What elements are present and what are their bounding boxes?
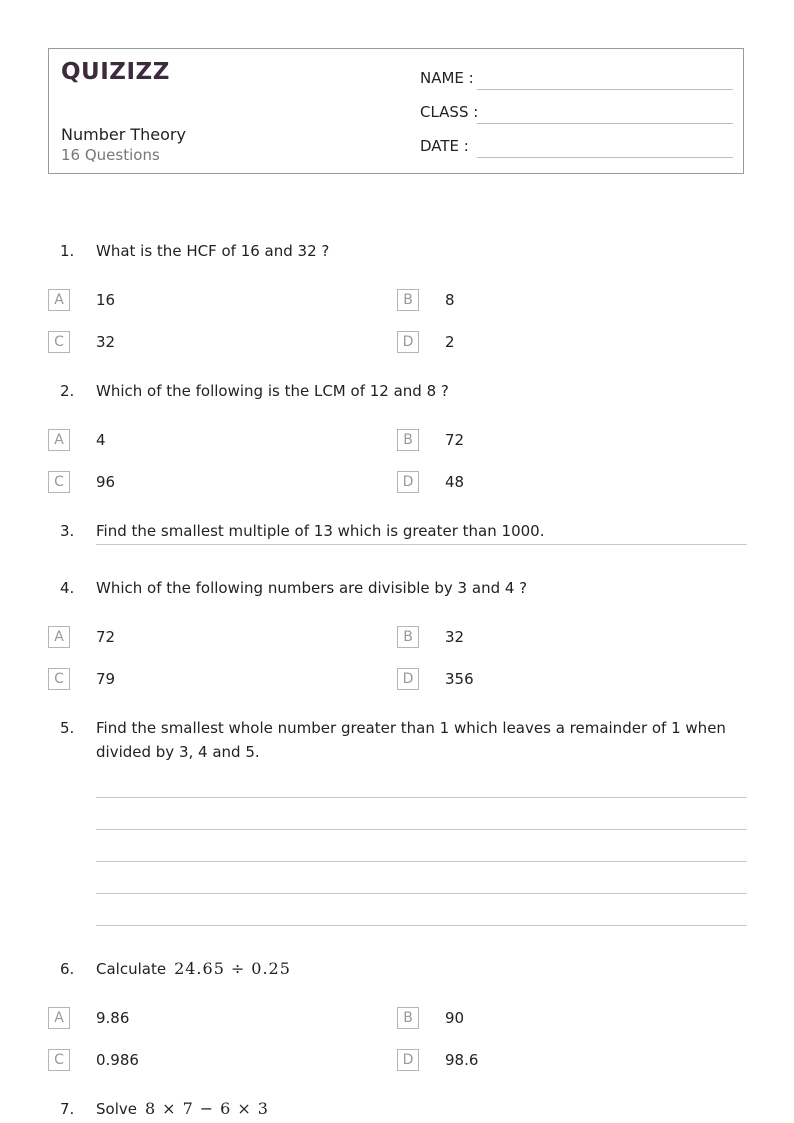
question-number: 6. <box>60 960 75 978</box>
option-box[interactable]: A <box>48 626 70 648</box>
option-text: 48 <box>445 473 465 491</box>
option-text: 0.986 <box>96 1051 139 1069</box>
option-box[interactable]: B <box>397 1007 419 1029</box>
math-expression <box>145 1099 269 1118</box>
option-text: 8 <box>445 291 455 309</box>
option-box[interactable]: A <box>48 429 70 451</box>
worksheet-title: Number Theory <box>61 125 186 144</box>
option-box[interactable]: B <box>397 429 419 451</box>
question-text: Find the smallest multiple of 13 which is greater than 1000. <box>96 522 545 540</box>
option-box[interactable]: D <box>397 668 419 690</box>
option-text: 16 <box>96 291 116 309</box>
math-term: 6 <box>220 1099 232 1118</box>
answer-line[interactable] <box>96 829 747 830</box>
math-expression <box>174 959 291 978</box>
option-box[interactable]: A <box>48 289 70 311</box>
times-symbol: × <box>162 1099 177 1118</box>
option-box[interactable]: D <box>397 331 419 353</box>
question-number: 5. <box>60 719 75 737</box>
quizizz-logo: QUIZIZZ <box>61 59 170 85</box>
question-count: 16 Questions <box>61 146 160 164</box>
option-box[interactable]: B <box>397 289 419 311</box>
option-box[interactable]: C <box>48 331 70 353</box>
question-text <box>96 957 291 981</box>
answer-line[interactable] <box>96 797 747 798</box>
option-box[interactable]: C <box>48 1049 70 1071</box>
answer-line[interactable] <box>96 893 747 894</box>
question-number: 2. <box>60 382 75 400</box>
question-prompt: Calculate <box>96 960 167 978</box>
date-label: DATE : <box>420 137 469 155</box>
option-box[interactable]: D <box>397 1049 419 1071</box>
name-field[interactable] <box>477 89 733 90</box>
question-text: Which of the following numbers are divisible by 3 and 4 ? <box>96 579 528 597</box>
times-symbol: × <box>237 1099 252 1118</box>
option-box[interactable]: D <box>397 471 419 493</box>
math-term: 24.65 <box>174 959 225 978</box>
option-box[interactable]: B <box>397 626 419 648</box>
answer-line[interactable] <box>96 925 747 926</box>
question-text: What is the HCF of 16 and 32 ? <box>96 242 330 260</box>
question-number: 4. <box>60 579 75 597</box>
math-term: 0.25 <box>251 959 291 978</box>
name-label: NAME : <box>420 69 474 87</box>
option-text: 96 <box>96 473 116 491</box>
minus-symbol: − <box>199 1099 215 1118</box>
option-text: 72 <box>445 431 465 449</box>
class-field[interactable] <box>477 123 733 124</box>
answer-line[interactable] <box>96 544 747 545</box>
option-text: 2 <box>445 333 455 351</box>
option-text: 32 <box>445 628 465 646</box>
option-text: 4 <box>96 431 106 449</box>
option-text: 32 <box>96 333 116 351</box>
worksheet-header <box>48 48 744 174</box>
option-text: 79 <box>96 670 116 688</box>
date-field[interactable] <box>477 157 733 158</box>
math-term: 8 <box>144 1099 157 1118</box>
divide-symbol: ÷ <box>230 959 246 978</box>
question-text: Find the smallest whole number greater than 1 which leaves a remainder of 1 when divided by 3, 4 and 5. <box>96 719 726 761</box>
math-term: 7 <box>182 1099 194 1118</box>
option-text: 72 <box>96 628 116 646</box>
option-box[interactable]: A <box>48 1007 70 1029</box>
question-number: 1. <box>60 242 75 260</box>
class-label: CLASS : <box>420 103 479 121</box>
question-text: Which of the following is the LCM of 12 and 8 ? <box>96 382 449 400</box>
option-box[interactable]: C <box>48 668 70 690</box>
option-text: 356 <box>445 670 474 688</box>
question-text <box>96 1097 269 1121</box>
math-term: 3 <box>257 1099 269 1118</box>
option-text: 90 <box>445 1009 465 1027</box>
answer-line[interactable] <box>96 861 747 862</box>
question-number: 7. <box>60 1100 75 1118</box>
option-box[interactable]: C <box>48 471 70 493</box>
option-text: 98.6 <box>445 1051 479 1069</box>
question-number: 3. <box>60 522 75 540</box>
option-text: 9.86 <box>96 1009 130 1027</box>
question-prompt: Solve <box>96 1100 137 1118</box>
